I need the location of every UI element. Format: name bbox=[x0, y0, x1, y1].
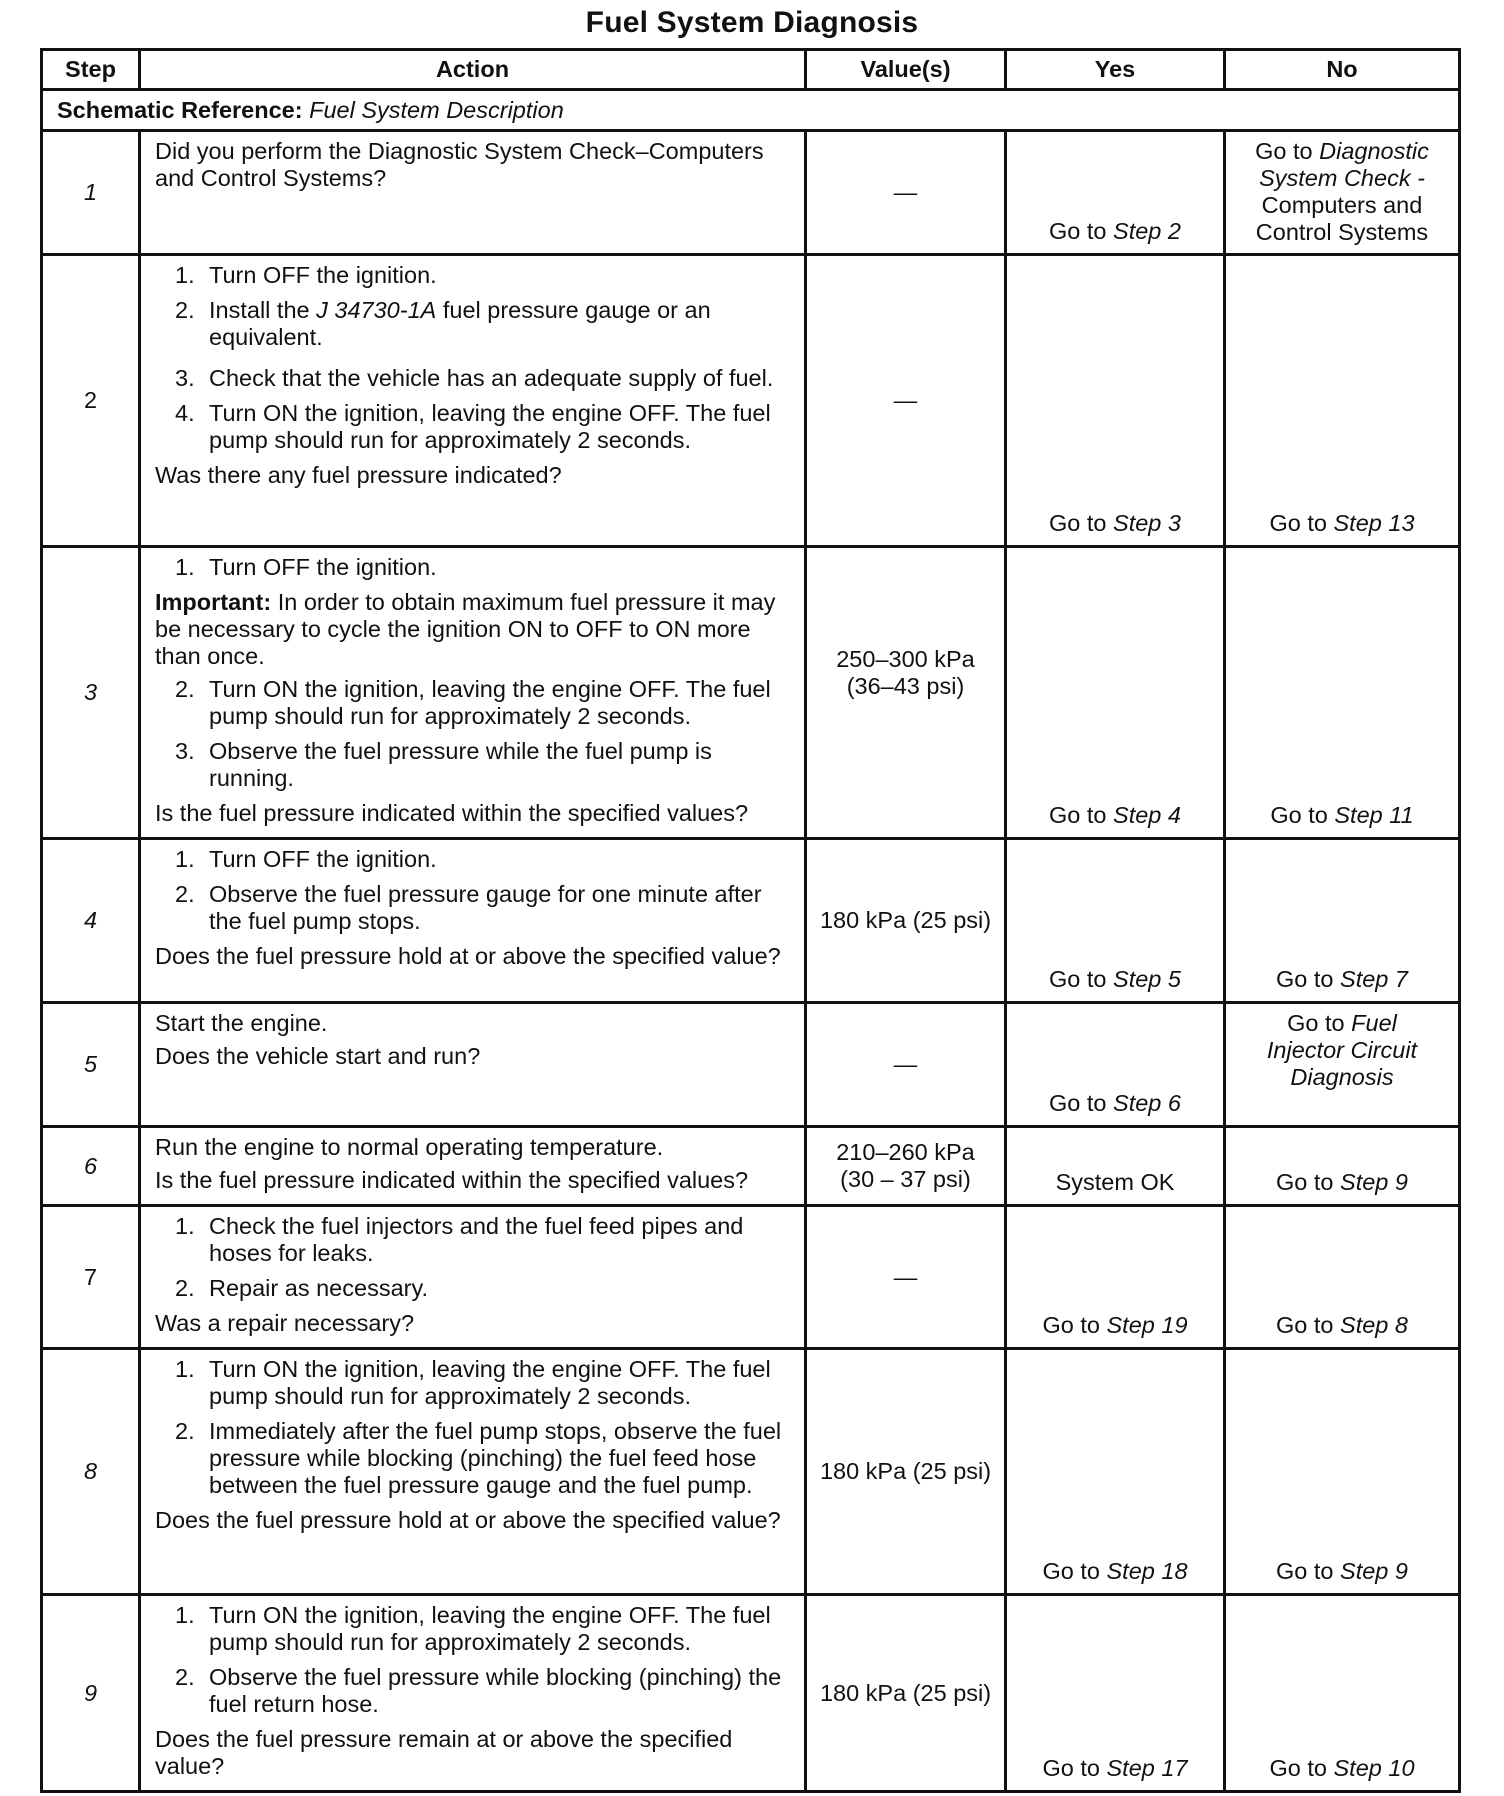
header-step: Step bbox=[42, 50, 140, 90]
table-row bbox=[42, 839, 1460, 1003]
document-title: Fuel System Diagnosis bbox=[585, 6, 919, 39]
diagnosis-table bbox=[40, 48, 1461, 1793]
action-cell bbox=[140, 1595, 806, 1792]
action-step: 3. Observe the fuel pressure while the fuel pump is running. bbox=[175, 738, 712, 791]
action-step: 2. Observe the fuel pressure gauge for one minute after the fuel pump stops. bbox=[175, 881, 762, 934]
header-yes: Yes bbox=[1006, 50, 1225, 90]
step-number: 1 bbox=[42, 131, 140, 255]
action-steps bbox=[155, 554, 792, 581]
no-suffix: Computers and Control Systems bbox=[1255, 192, 1429, 245]
yes-cell: Go to Step 6 bbox=[1006, 1003, 1225, 1127]
yes-cell: System OK bbox=[1006, 1127, 1225, 1206]
yes-cell: Go to Step 4 bbox=[1006, 547, 1225, 839]
action-cell bbox=[140, 547, 806, 839]
step-number: 2 bbox=[42, 255, 140, 547]
action-step: 2. Turn ON the ignition, leaving the engine OFF. The fuel pump should run for approximately 2 seconds. bbox=[175, 676, 771, 729]
yes-cell: Go to Step 18 bbox=[1006, 1349, 1225, 1595]
header-no: No bbox=[1225, 50, 1460, 90]
yes-cell: Go to Step 19 bbox=[1006, 1206, 1225, 1349]
no-cell: Go to Step 10 bbox=[1225, 1595, 1460, 1792]
action-cell bbox=[140, 1349, 806, 1595]
action-steps bbox=[155, 1213, 792, 1302]
value-cell: 180 kPa (25 psi) bbox=[806, 1349, 1006, 1595]
action-step: 1. Turn OFF the ignition. bbox=[175, 262, 437, 288]
no-cell: Go to Step 7 bbox=[1225, 839, 1460, 1003]
important-note: Important: In order to obtain maximum fuel pressure it may be necessary to cycle the ignition ON to OFF to ON more than once. bbox=[155, 589, 776, 669]
table-row bbox=[42, 255, 1460, 547]
action-step: 1. Turn ON the ignition, leaving the engine OFF. The fuel pump should run for approximately 2 seconds. bbox=[175, 1356, 771, 1409]
no-cell bbox=[1225, 131, 1460, 255]
table-row bbox=[42, 547, 1460, 839]
action-question: Does the fuel pressure hold at or above the specified value? bbox=[155, 943, 781, 969]
no-cell: Go to Step 8 bbox=[1225, 1206, 1460, 1349]
action-step: 2. Immediately after the fuel pump stops, observe the fuel pressure while blocking (pinching) the fuel feed hose between the fuel pressure gauge and the fuel pump. bbox=[175, 1418, 782, 1498]
action-steps bbox=[155, 676, 792, 792]
yes-cell bbox=[1006, 131, 1225, 255]
no-cell: Go to Fuel Injector Circuit Diagnosis bbox=[1225, 1003, 1460, 1127]
action-question: Was a repair necessary? bbox=[155, 1310, 415, 1336]
action-text: Did you perform the Diagnostic System Check–Computers and Control Systems? bbox=[155, 138, 764, 191]
action-cell bbox=[140, 1003, 806, 1127]
action-question: Does the fuel pressure hold at or above the specified value? bbox=[155, 1507, 781, 1533]
schematic-reference bbox=[42, 90, 1460, 131]
yes-cell: Go to Step 5 bbox=[1006, 839, 1225, 1003]
table-row bbox=[42, 131, 1460, 255]
yes-cell: Go to Step 17 bbox=[1006, 1595, 1225, 1792]
step-number: 7 bbox=[42, 1206, 140, 1349]
action-cell bbox=[140, 255, 806, 547]
no-cell: Go to Step 11 bbox=[1225, 547, 1460, 839]
value-cell: 180 kPa (25 psi) bbox=[806, 839, 1006, 1003]
header-action: Action bbox=[140, 50, 806, 90]
action-steps bbox=[155, 846, 792, 935]
value-cell: 210–260 kPa (30 – 37 psi) bbox=[806, 1127, 1006, 1206]
value-cell: — bbox=[806, 131, 1006, 255]
action-question: Does the vehicle start and run? bbox=[155, 1043, 481, 1069]
step-number: 9 bbox=[42, 1595, 140, 1792]
step-number: 6 bbox=[42, 1127, 140, 1206]
schematic-row bbox=[42, 90, 1460, 131]
action-step: 1. Check the fuel injectors and the fuel feed pipes and hoses for leaks. bbox=[175, 1213, 744, 1266]
action-step: 4. Turn ON the ignition, leaving the engine OFF. The fuel pump should run for approximately 2 seconds. bbox=[175, 400, 771, 453]
action-step: 1. Turn ON the ignition, leaving the engine OFF. The fuel pump should run for approximately 2 seconds. bbox=[175, 1602, 771, 1655]
schematic-label: Schematic Reference: bbox=[57, 96, 303, 123]
step-number: 5 bbox=[42, 1003, 140, 1127]
action-question: Is the fuel pressure indicated within the specified values? bbox=[155, 1167, 749, 1193]
no-cell: Go to Step 9 bbox=[1225, 1349, 1460, 1595]
step-number: 8 bbox=[42, 1349, 140, 1595]
header-row bbox=[42, 50, 1460, 90]
value-cell: — bbox=[806, 1206, 1006, 1349]
value-cell: — bbox=[806, 255, 1006, 547]
step-number: 3 bbox=[42, 547, 140, 839]
no-cell: Go to Step 9 bbox=[1225, 1127, 1460, 1206]
header-values: Value(s) bbox=[806, 50, 1006, 90]
schematic-value: Fuel System Description bbox=[309, 96, 564, 123]
value-cell: — bbox=[806, 1003, 1006, 1127]
tool-number: J 34730-1A bbox=[316, 297, 437, 323]
action-cell bbox=[140, 839, 806, 1003]
action-steps bbox=[155, 262, 792, 454]
action-cell bbox=[140, 131, 806, 255]
action-steps bbox=[155, 1602, 792, 1718]
action-question: Was there any fuel pressure indicated? bbox=[155, 462, 562, 488]
step-number: 4 bbox=[42, 839, 140, 1003]
action-step: 2. Repair as necessary. bbox=[175, 1275, 428, 1301]
no-cell: Go to Step 13 bbox=[1225, 255, 1460, 547]
action-cell bbox=[140, 1127, 806, 1206]
table-row bbox=[42, 1003, 1460, 1127]
action-step: 1. Turn OFF the ignition. bbox=[175, 554, 437, 580]
action-text: Start the engine. bbox=[155, 1010, 328, 1036]
action-step: 1. Turn OFF the ignition. bbox=[175, 846, 437, 872]
action-question: Is the fuel pressure indicated within the specified values? bbox=[155, 800, 749, 826]
action-question: Does the fuel pressure remain at or above the specified value? bbox=[155, 1726, 733, 1779]
value-cell: 250–300 kPa (36–43 psi) bbox=[806, 547, 1006, 839]
yes-prefix: Go to bbox=[1049, 218, 1107, 244]
yes-target: Step 2 bbox=[1113, 218, 1181, 244]
action-cell bbox=[140, 1206, 806, 1349]
action-steps bbox=[155, 1356, 792, 1499]
action-step: 2. Observe the fuel pressure while blocking (pinching) the fuel return hose. bbox=[175, 1664, 782, 1717]
action-text: Run the engine to normal operating temperature. bbox=[155, 1134, 664, 1160]
table-row bbox=[42, 1127, 1460, 1206]
table-row bbox=[42, 1206, 1460, 1349]
action-step: 2. Install the J 34730-1A fuel pressure gauge or an equivalent. bbox=[175, 297, 711, 350]
no-target: Diagnostic System Check - bbox=[1259, 138, 1429, 191]
no-prefix: Go to bbox=[1255, 138, 1313, 164]
table-row bbox=[42, 1595, 1460, 1792]
table-row bbox=[42, 1349, 1460, 1595]
action-step: 3. Check that the vehicle has an adequate supply of fuel. bbox=[175, 365, 774, 391]
value-cell: 180 kPa (25 psi) bbox=[806, 1595, 1006, 1792]
yes-cell: Go to Step 3 bbox=[1006, 255, 1225, 547]
